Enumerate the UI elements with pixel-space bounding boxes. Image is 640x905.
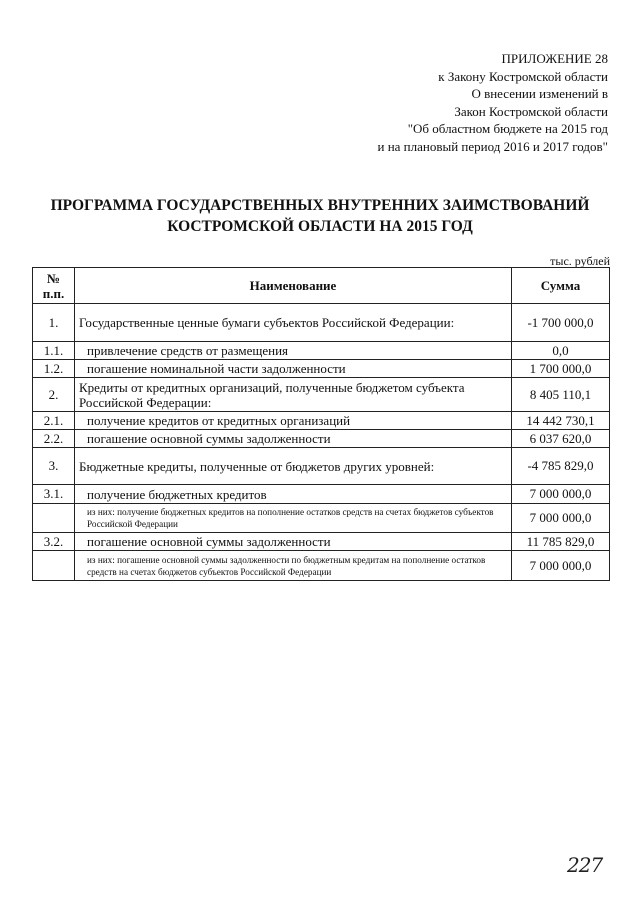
title-line-1: ПРОГРАММА ГОСУДАРСТВЕННЫХ ВНУТРЕННИХ ЗАИМСТВОВАНИЙ [50,197,590,214]
row-sum: 7 000 000,0 [512,551,610,581]
title-line-2: КОСТРОМСКОЙ ОБЛАСТИ НА 2015 ГОД [167,218,473,235]
row-name: привлечение средств от размещения [75,342,512,360]
row-sum: 11 785 829,0 [512,533,610,551]
table-row [33,304,610,342]
row-name: получение кредитов от кредитных организаций [75,412,512,430]
row-num: 3.1. [33,485,75,504]
row-name: Кредиты от кредитных организаций, полученные бюджетом субъекта Российской Федерации: [75,378,512,412]
appendix-line: и на плановый период 2016 и 2017 годов" [377,138,608,154]
header-num: № п.п. [33,268,75,304]
row-num: 1. [33,304,75,342]
appendix-line: к Закону Костромской области [438,68,608,84]
table-row [33,485,610,504]
row-name: Бюджетные кредиты, полученные от бюджетов других уровней: [75,448,512,485]
table-row [33,342,610,360]
row-sum: 8 405 110,1 [512,378,610,412]
row-num: 2.1. [33,412,75,430]
row-sum: -1 700 000,0 [512,304,610,342]
row-sum: 7 000 000,0 [512,485,610,504]
row-sum: 7 000 000,0 [512,504,610,533]
table-row [33,551,610,581]
table-row [33,430,610,448]
row-name: из них: получение бюджетных кредитов на пополнение остатков средств на счетах бюджетов субъектов Российской Федерации [75,504,512,533]
row-num: 1.1. [33,342,75,360]
table-row [33,360,610,378]
row-name: погашение номинальной части задолженности [75,360,512,378]
appendix-line: "Об областном бюджете на 2015 год [407,121,608,137]
appendix-line: О внесении изменений в [471,86,608,102]
table-row [33,533,610,551]
row-num: 3. [33,448,75,485]
table-row [33,378,610,412]
borrowing-program-table [32,267,610,581]
appendix-header [377,50,608,156]
header-sum: Сумма [512,268,610,304]
appendix-line: ПРИЛОЖЕНИЕ 28 [501,51,608,66]
row-sum: 14 442 730,1 [512,412,610,430]
handwritten-page-number: 227 [567,853,603,877]
appendix-line: Закон Костромской области [454,103,608,119]
units-label: тыс. рублей [550,254,610,268]
row-name: получение бюджетных кредитов [75,485,512,504]
row-num: 2. [33,378,75,412]
row-num: 3.2. [33,533,75,551]
table-row [33,448,610,485]
row-sum: -4 785 829,0 [512,448,610,485]
table-header-row [33,268,610,304]
row-sum: 1 700 000,0 [512,360,610,378]
row-name: из них: погашение основной суммы задолженности по бюджетным кредитам на пополнение остатков средств на счетах бюджетов субъектов Российской Федерации [75,551,512,581]
row-name: погашение основной суммы задолженности [75,430,512,448]
table-row [33,412,610,430]
document-title [0,195,640,237]
row-num: 1.2. [33,360,75,378]
header-name: Наименование [75,268,512,304]
row-num [33,504,75,533]
row-sum: 6 037 620,0 [512,430,610,448]
row-sum: 0,0 [512,342,610,360]
table-row [33,504,610,533]
row-num [33,551,75,581]
row-name: погашение основной суммы задолженности [75,533,512,551]
row-num: 2.2. [33,430,75,448]
row-name: Государственные ценные бумаги субъектов Российской Федерации: [75,304,512,342]
